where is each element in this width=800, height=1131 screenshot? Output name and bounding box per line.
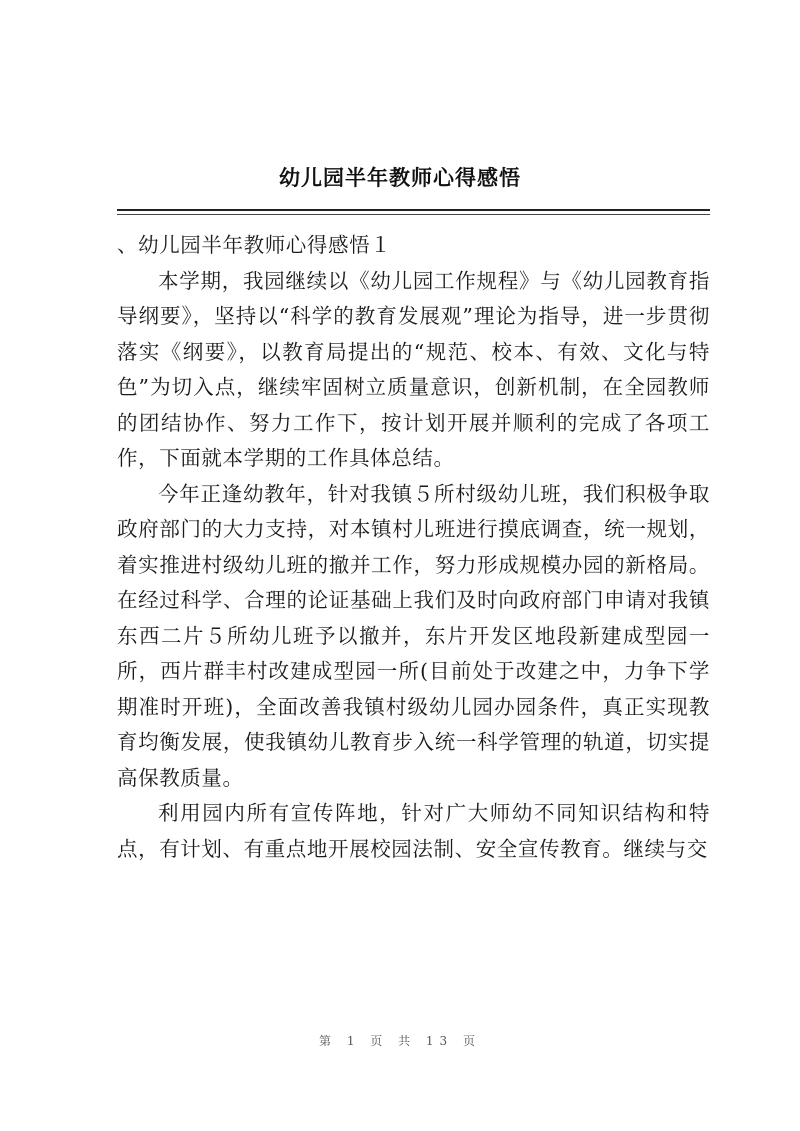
page-footer: 第 1 页 共 13 页 xyxy=(319,1034,481,1048)
title-divider-thick xyxy=(117,209,710,211)
paragraph-1: 本学期，我园继续以《幼儿园工作规程》与《幼儿园教育指导纲要》，坚持以“科学的教育发展观”理论为指导，进一步贯彻落实《纲要》，以教育局提出的“规范、校本、有效、文化与特色”为切入点，继续牢固树立质量意识，创新机制，在全园教师的团结协作、努力工作下，按计划开展并顺利的完成了各项工作，下面就本学期的工作具体总结。 xyxy=(117,268,710,470)
paragraph-3: 利用园内所有宣传阵地，针对广大师幼不同知识结构和特点，有计划、有重点地开展校园法制、安全宣传教育。继续与交 xyxy=(117,801,710,861)
title-divider-thin xyxy=(117,214,710,215)
document-title: 幼儿园半年教师心得感悟 xyxy=(279,166,521,190)
document-body xyxy=(117,228,710,867)
section-heading: 、幼儿园半年教师心得感悟１ xyxy=(117,233,392,257)
paragraph-2: 今年正逢幼教年，针对我镇５所村级幼儿班，我们积极争取政府部门的大力支持，对本镇村儿班进行摸底调查，统一规划，着实推进村级幼儿班的撤并工作，努力形成规模办园的新格局。在经过科学、合理的论证基础上我们及时向政府部门申请对我镇东西二片５所幼儿班予以撤并，东片开发区地段新建成型园一所，西片群丰村改建成型园一所(目前处于改建之中，力争下学期准时开班)，全面改善我镇村级幼儿园办园条件，真正实现教育均衡发展，使我镇幼儿教育步入统一科学管理的轨道，切实提高保教质量。 xyxy=(117,481,710,790)
